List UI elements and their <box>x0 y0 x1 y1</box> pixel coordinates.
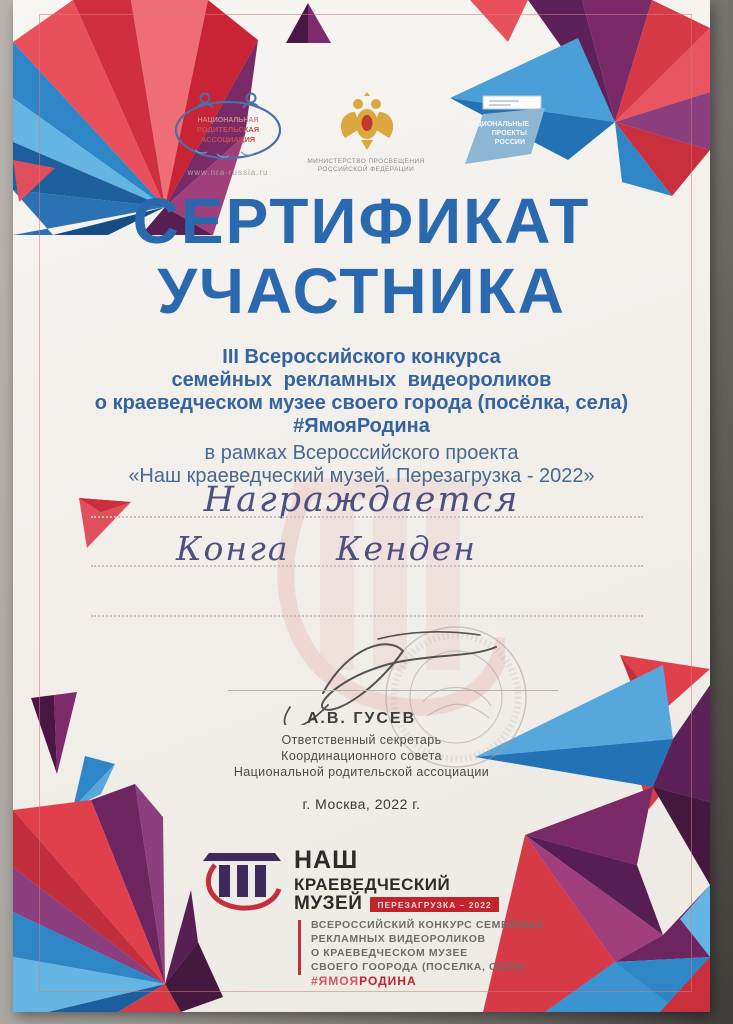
nra-line3: АССОЦИАЦИЯ <box>200 135 256 144</box>
national-projects-logo <box>453 92 565 172</box>
floating-triangle-purple-top <box>286 3 331 45</box>
nra-website: www.nra-russia.ru <box>187 168 269 177</box>
dotted-line-1 <box>91 516 643 518</box>
contest-line1: III Всероссийского конкурса <box>222 346 501 368</box>
footer-logo-kraevedcheskiy: КРАЕВЕДЧЕСКИЙ <box>294 875 451 894</box>
certificate-title-line2: УЧАСТНИКА <box>157 255 566 327</box>
awarded-label-handwritten: Награждается <box>203 480 520 520</box>
signatory-name: А.В. ГУСЕВ <box>306 710 417 727</box>
footer-desc-line2: РЕКЛАМНЫХ ВИДЕОРОЛИКОВ <box>311 933 486 945</box>
footer-desc-line1: ВСЕРОССИЙСКИЙ КОНКУРС СЕМЕЙНЫХ <box>311 919 544 931</box>
place-and-date: г. Москва, 2022 г. <box>302 796 421 812</box>
project-line1: в рамках Всероссийского проекта <box>204 442 519 464</box>
project-line2: «Наш краеведческий музей. Перезагрузка - 2022» <box>128 465 595 487</box>
footer-hashtag-prefix: #ЯМОЯ <box>311 974 360 988</box>
certificate-title-line1: СЕРТИФИКАТ <box>132 185 591 257</box>
contest-hashtag: #ЯмояРодина <box>293 415 430 437</box>
footer-logo-nash: НАШ <box>294 846 359 874</box>
signatory-role <box>13 732 710 780</box>
signature-handwritten <box>228 615 528 725</box>
footer-desc-line3: О КРАЕВЕДЧЕСКОМ МУЗЕЕ <box>311 947 468 959</box>
footer-logo-muzey: МУЗЕЙ <box>294 893 363 914</box>
ministry-eagle-emblem <box>335 92 399 154</box>
natproj-line1: НАЦИОНАЛЬНЫЕ <box>466 121 529 128</box>
nra-line1: НАЦИОНАЛЬНАЯ <box>197 117 259 124</box>
contest-description <box>13 346 710 488</box>
natproj-line3: РОССИИ <box>494 139 525 146</box>
nra-association-logo <box>165 88 291 166</box>
nra-line2: РОДИТЕЛЬСКАЯ <box>196 125 260 134</box>
ministry-caption-2: РОССИЙСКОЙ ФЕДЕРАЦИИ <box>317 166 415 173</box>
natproj-line2: ПРОЕКТЫ <box>491 130 527 137</box>
footer-desc-line4: СВОЕГО ГООРОДА (ПОСЕЛКА, СЕЛА) <box>311 961 526 973</box>
contest-line2: семейных рекламных видеороликов <box>171 369 552 391</box>
dotted-line-2 <box>91 565 643 567</box>
certificate-paper <box>13 0 710 1012</box>
signatory-role-line2: Координационного совета <box>281 749 442 763</box>
recipient-name-handwritten: Конга Кенден <box>176 529 477 568</box>
perezagruzka-badge: ПЕРЕЗАГРУЗКА – 2022 <box>370 897 498 912</box>
footer-red-divider <box>298 920 301 975</box>
signature-line <box>228 690 558 691</box>
footer-hashtag <box>311 974 417 988</box>
contest-line3: о краеведческом музее своего города (посёлка, села) <box>94 392 629 414</box>
signatory-role-line1: Ответственный секретарь <box>281 733 442 747</box>
ministry-caption-1: МИНИСТЕРСТВО ПРОСВЕЩЕНИЯ <box>307 158 425 165</box>
footer-contest-description <box>311 918 543 974</box>
footer-hashtag-suffix: РОДИНА <box>359 974 417 988</box>
museum-columns-icon <box>201 845 283 913</box>
signatory-role-line3: Национальной родительской ассоциации <box>233 765 490 779</box>
